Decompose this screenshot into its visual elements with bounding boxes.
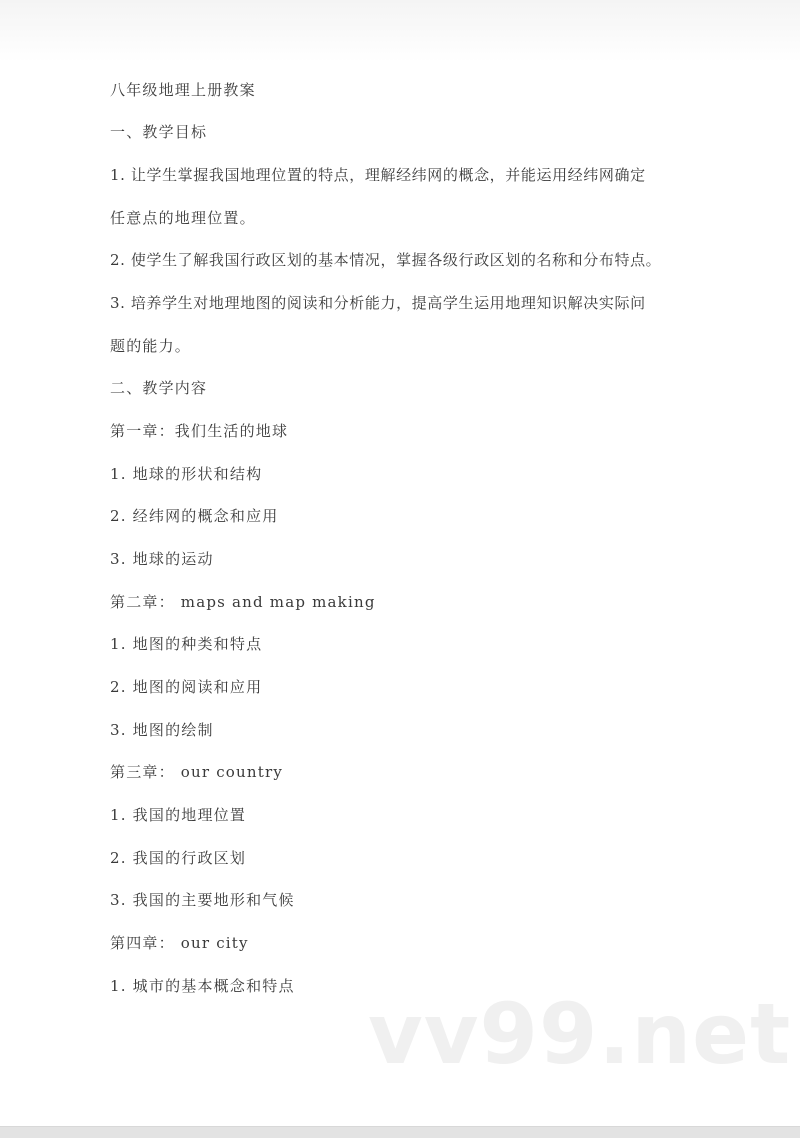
page-top-shade xyxy=(0,0,800,62)
objective-3-line-1: 3. 培养学生对地理地图的阅读和分析能力，提高学生运用地理知识解决实际问 xyxy=(110,294,646,312)
watermark: vv99.net xyxy=(368,985,792,1083)
chapter-1-item-3: 3. 地球的运动 xyxy=(110,550,214,568)
chapter-1-heading: 第一章：我们生活的地球 xyxy=(110,422,289,440)
objective-1-line-2: 任意点的地理位置。 xyxy=(110,209,256,227)
section-heading-content: 二、教学内容 xyxy=(110,379,208,397)
document-title: 八年级地理上册教案 xyxy=(110,81,256,99)
chapter-3-item-1: 1. 我国的地理位置 xyxy=(110,806,247,824)
page-bottom-edge xyxy=(0,1126,800,1138)
objective-2: 2. 使学生了解我国行政区划的基本情况，掌握各级行政区划的名称和分布特点。 xyxy=(110,251,662,269)
chapter-2-item-2: 2. 地图的阅读和应用 xyxy=(110,678,263,696)
chapter-2-heading: 第二章： maps and map making xyxy=(110,593,376,611)
chapter-3-heading: 第三章： our country xyxy=(110,763,284,781)
chapter-4-heading: 第四章： our city xyxy=(110,934,249,952)
objective-1-line-1: 1. 让学生掌握我国地理位置的特点，理解经纬网的概念，并能运用经纬网确定 xyxy=(110,166,646,184)
section-heading-objectives: 一、教学目标 xyxy=(110,123,208,141)
chapter-1-item-2: 2. 经纬网的概念和应用 xyxy=(110,507,279,525)
chapter-3-item-2: 2. 我国的行政区划 xyxy=(110,849,247,867)
chapter-4-item-1: 1. 城市的基本概念和特点 xyxy=(110,977,295,995)
chapter-2-item-3: 3. 地图的绘制 xyxy=(110,721,214,739)
chapter-1-item-1: 1. 地球的形状和结构 xyxy=(110,465,263,483)
chapter-2-item-1: 1. 地图的种类和特点 xyxy=(110,635,263,653)
chapter-3-item-3: 3. 我国的主要地形和气候 xyxy=(110,891,295,909)
objective-3-line-2: 题的能力。 xyxy=(110,337,192,355)
